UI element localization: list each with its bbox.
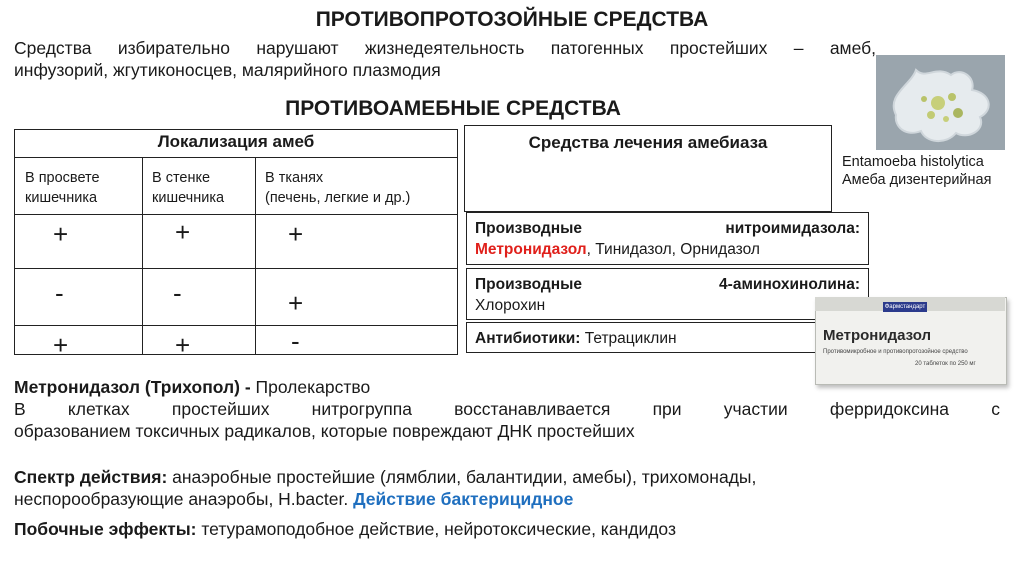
treatment-header: Средства лечения амебиаза — [528, 133, 768, 152]
metronidazole-line-3: образованием токсичных радикалов, которые повреждают ДНК простейших — [14, 421, 635, 441]
cell-r2-c2: - — [173, 278, 182, 308]
antibiotics-drug: Тетрациклин — [580, 330, 677, 347]
nitroimidazole-box — [466, 212, 869, 265]
metronidazole-description — [14, 376, 1014, 442]
nitro-drugs: , Тинидазол, Орнидазол — [586, 241, 760, 258]
metronidazole-package-image — [815, 297, 1005, 383]
package-description: Противомикробное и противопротозойное средство — [823, 349, 968, 355]
aminoquinoline-box — [466, 268, 869, 320]
amino-drug: Хлорохин — [475, 297, 546, 314]
intro-line-2: инфузорий, жгутиконосцев, малярийного плазмодия — [14, 60, 441, 80]
package-quantity: 20 таблеток по 250 мг — [915, 361, 976, 367]
cell-r2-c3: + — [288, 288, 304, 318]
side-effects-text: тетурамоподобное действие, нейротоксические, кандидоз — [196, 519, 676, 539]
spectrum-label: Спектр действия: — [14, 467, 168, 487]
intro-line-1: Средства избирательно нарушают жизнедеятельность патогенных простейших – амеб, — [14, 38, 876, 58]
brand-logo: Фармстандарт — [884, 304, 926, 310]
spectrum-text-2: неспорообразующие анаэробы, H.bacter. — [14, 489, 354, 509]
cell-r1-c3: + — [288, 219, 304, 249]
package-drug-name: Метронидазол — [823, 327, 932, 344]
metronidazole-prodrug: Пролекарство — [250, 377, 371, 397]
localization-header: Локализация амеб — [157, 132, 315, 151]
intro-text — [14, 37, 1014, 81]
amoeba-image — [876, 55, 1005, 150]
antibiotics-box — [466, 322, 820, 353]
side-effects-section — [14, 518, 1014, 540]
cell-r3-c1: + — [53, 330, 69, 360]
nitro-label: Производные — [475, 220, 582, 237]
section-subtitle: ПРОТИВОАМЕБНЫЕ СРЕДСТВА — [285, 97, 621, 120]
amoeba-caption — [842, 153, 991, 189]
antibiotics-label: Антибиотики: — [475, 330, 581, 347]
cell-r1-c2: + — [175, 217, 191, 247]
cell-r1-c1: + — [53, 219, 69, 249]
column-tissues: В тканях (печень, легкие и др.) — [265, 170, 411, 206]
cell-r2-c1: - — [55, 278, 64, 308]
side-effects-label: Побочные эффекты: — [14, 519, 197, 539]
amoeba-russian: Амеба дизентерийная — [842, 172, 992, 188]
nitro-label-2: нитроимидазола: — [725, 220, 860, 237]
column-wall: В стенке кишечника — [152, 170, 225, 206]
cell-r3-c2: + — [175, 330, 191, 360]
amino-label: Производные — [475, 276, 582, 293]
page-title: ПРОТИВОПРОТОЗОЙНЫЕ СРЕДСТВА — [315, 8, 709, 31]
amoeba-illustration — [876, 55, 1005, 150]
amoeba-latin: Entamoeba histolytica — [842, 154, 984, 170]
localization-table — [14, 129, 458, 360]
treatment-header-box — [464, 125, 832, 212]
bactericidal-action: Действие бактерицидное — [353, 489, 574, 509]
spectrum-text-1: анаэробные простейшие (лямблии, балантидии, амебы), трихомонады, — [167, 467, 757, 487]
metronidazole-title: Метронидазол (Трихопол) - — [14, 377, 251, 397]
metronidazole-line-2: В клетках простейших нитрогруппа восстанавливается при участии ферридоксина с — [14, 399, 1000, 419]
amino-label-2: 4-аминохинолина: — [719, 276, 860, 293]
column-lumen: В просвете кишечника — [25, 170, 100, 206]
cell-r3-c3: - — [291, 326, 300, 356]
spectrum-section — [14, 466, 1014, 510]
metronidazole-highlight: Метронидазол — [475, 241, 587, 258]
